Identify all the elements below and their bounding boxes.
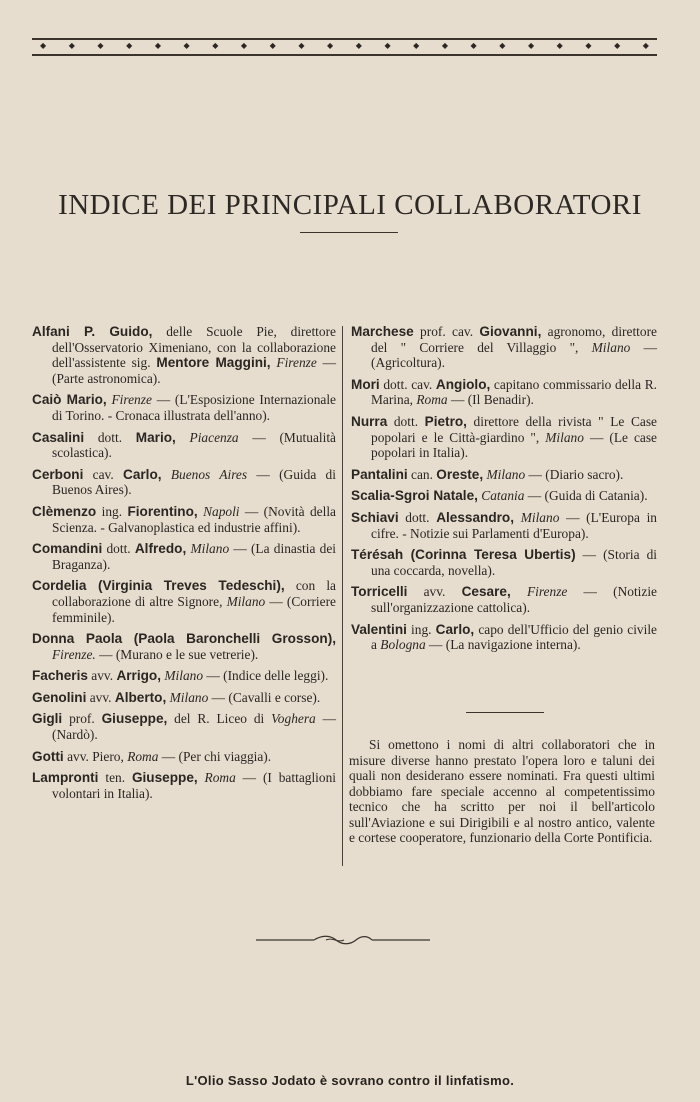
entry-text: — (La navigazione interna). [425, 637, 581, 653]
contributor-name: Genolini [32, 689, 87, 705]
city-name: Piacenza [189, 429, 239, 445]
contributor-name: Pantalini [351, 466, 408, 482]
contributor-name: Cerboni [32, 466, 84, 482]
entry-text: — (Le case popolari in Italia). [371, 429, 657, 461]
entry-text: dott. [398, 509, 437, 525]
city-name: Milano [226, 593, 266, 609]
contributor-name: Giuseppe, [101, 711, 168, 727]
contributor-name: Oreste, [436, 466, 484, 482]
entry-text [198, 770, 205, 785]
entry-text [514, 510, 521, 525]
index-entry [32, 631, 336, 662]
index-entry [32, 770, 336, 801]
entry-text: con la collaborazione di altre Signore, [52, 578, 336, 609]
contributor-name: Arrigo, [116, 668, 161, 684]
ornament-diamond: ◆ [298, 41, 305, 50]
page-title: INDICE DEI PRINCIPALI COLLABORATORI [58, 189, 642, 222]
ornament-diamond: ◆ [470, 41, 477, 50]
entry-text: del R. Liceo di [167, 711, 272, 727]
contributor-name: Giuseppe, [131, 770, 198, 786]
ornament-diamond: ◆ [154, 41, 161, 50]
city-name: Buenos Aires [170, 466, 248, 482]
ornament-diamond: ◆ [212, 41, 219, 50]
entry-text: delle Scuole Pie, direttore dell'Osservatorio Ximeniano, con la collaborazione dell'assistente sig. [52, 324, 336, 371]
city-name: Milano [486, 466, 526, 482]
entry-text: dott. [387, 413, 425, 429]
ornament-dots [32, 42, 657, 50]
ornament-diamond: ◆ [384, 41, 391, 50]
contributor-name: Angiolo, [435, 376, 491, 392]
contributor-name: Alfani P. Guido, [32, 324, 153, 339]
ornament-diamond: ◆ [585, 41, 592, 50]
entry-text: — (Guida di Buenos Aires). [52, 466, 336, 498]
city-name: Firenze [526, 584, 568, 600]
city-name: Milano [545, 429, 584, 445]
ornament-diamond: ◆ [68, 41, 75, 50]
right-column [351, 324, 657, 659]
contributor-name: Cesare, [461, 584, 511, 600]
index-entry [32, 467, 336, 498]
entry-text: dott. cav. [379, 376, 436, 392]
entry-text: — (Murano e le sue vetrerie). [95, 646, 259, 662]
city-name: Firenze. [52, 646, 96, 662]
ornament-diamond: ◆ [327, 41, 334, 50]
entry-text: ing. [96, 503, 128, 519]
contributor-name: Mori [351, 376, 380, 392]
city-name: Bologna [380, 637, 426, 653]
entry-text: dott. [102, 541, 135, 557]
entry-text: — (L'Europa in cifre. - Notizie sui Parlamenti d'Europa). [371, 509, 657, 541]
contributor-name: Clèmenzo [32, 503, 97, 519]
entry-text: — (La dinastia dei Braganza). [52, 541, 337, 572]
index-entry [351, 510, 657, 541]
entry-text: — (Nardò). [52, 711, 336, 743]
ornament-diamond: ◆ [556, 41, 563, 50]
entry-text: — (Cavalli e corse). [208, 689, 321, 705]
index-entry [32, 392, 336, 423]
ornament-diamond: ◆ [240, 41, 248, 50]
entry-text: — (Per chi viaggia). [158, 748, 272, 764]
index-entry [32, 668, 336, 684]
top-ornamental-border [32, 38, 657, 56]
contributor-name: Carlo, [435, 621, 475, 637]
entry-text: cav. [83, 466, 124, 482]
city-name: Milano [520, 509, 560, 525]
city-name: Voghera [271, 711, 316, 727]
contributor-name: Fiorentino, [127, 503, 198, 519]
left-column [32, 324, 336, 807]
column-divider [342, 326, 343, 866]
index-entry [32, 541, 336, 572]
contributor-name: Alfredo, [134, 541, 187, 557]
ornament-diamond: ◆ [642, 41, 649, 50]
entry-text: — (Guida di Catania). [524, 488, 648, 504]
entry-text: — (Il Benadir). [447, 392, 534, 408]
index-entry [351, 377, 657, 408]
contributor-name: Casalini [32, 429, 85, 445]
entry-text: — (Corriere femminile). [52, 593, 336, 625]
entry-text: capo dell'Ufficio del genio civile a [371, 621, 657, 653]
city-name: Catania [481, 488, 525, 504]
contributor-name: Giovanni, [479, 324, 542, 339]
ornament-diamond: ◆ [499, 41, 506, 50]
contributor-name: Gotti [32, 748, 64, 764]
city-name: Milano [591, 339, 631, 355]
entry-text: ing. [406, 621, 436, 637]
city-name: Roma [127, 748, 159, 764]
city-name: Firenze [276, 355, 317, 371]
city-name: Milano [169, 689, 209, 705]
contributor-name: Schiavi [351, 509, 399, 525]
entry-text: can. [407, 466, 437, 482]
ornament-diamond: ◆ [269, 41, 276, 50]
index-entry [351, 488, 657, 504]
entry-text [176, 430, 190, 445]
entry-text: prof. cav. [413, 324, 480, 339]
contributor-name: Nurra [351, 413, 388, 429]
contributor-name: Cordelia (Virginia Treves Tedeschi), [32, 578, 285, 594]
entry-text: — (I battaglioni volontari in Italia). [52, 770, 337, 801]
entry-text: — (Agricoltura). [371, 339, 657, 371]
contributor-name: Mario, [135, 429, 176, 445]
entry-text: — (Mutualità scolastica). [52, 429, 336, 461]
entry-text: capitano commissario della R. Marina, [371, 376, 657, 408]
entry-text: prof. [62, 711, 102, 727]
ornament-diamond: ◆ [355, 41, 362, 50]
contributor-name: Carlo, [123, 466, 162, 482]
entry-text: — (Indice delle leggi). [203, 668, 329, 684]
entry-text: — (Parte astronomica). [52, 355, 336, 386]
city-name: Milano [190, 541, 230, 557]
index-entry [351, 547, 657, 578]
index-entry [351, 467, 657, 483]
index-entry [351, 622, 657, 653]
omission-note: Si omettono i nomi di altri collaboratori che in misure diverse hanno prestato l'opera loro e taluni dei quali non desiderano essere nominati. Fra questi ultimi dobbiamo fare speciale accenno al competentissimo tecnico che ha scritto per noi il bell'articolo sull'Aviazione e sui Dirigibili e al nostro antico, valente e cortese cooperatore, funzionario della Corte Pontificia. [349, 737, 655, 845]
contributor-name: Alessandro, [436, 509, 514, 525]
entry-text: avv. [407, 584, 462, 600]
contributor-name: Pietro, [424, 413, 467, 429]
index-entry [351, 584, 657, 615]
ornament-diamond: ◆ [614, 41, 621, 50]
ornament-diamond: ◆ [413, 41, 420, 50]
contributor-name: Caiò Mario, [32, 392, 107, 408]
city-name: Roma [416, 392, 448, 408]
contributor-name: Lampronti [32, 770, 99, 786]
entry-text: ten. [98, 770, 132, 786]
advertising-footer: L'Olio Sasso Jodato è sovrano contro il linfatismo. [185, 1073, 515, 1088]
contributor-name: Mentore Maggini, [156, 355, 271, 371]
section-rule [466, 712, 544, 713]
ornament-diamond: ◆ [441, 41, 448, 50]
index-entry [32, 430, 336, 461]
city-name: Milano [164, 668, 204, 684]
contributor-name: Valentini [351, 621, 407, 637]
contributor-name: Scalia-Sgroi Natale, [351, 488, 478, 504]
index-entry [32, 324, 336, 386]
index-entry [32, 690, 336, 706]
ornament-diamond: ◆ [183, 41, 190, 50]
contributor-name: Torricelli [351, 584, 408, 600]
contributor-name: Térésah (Corinna Teresa Ubertis) [351, 547, 576, 563]
ornament-diamond: ◆ [40, 41, 47, 50]
city-name: Firenze [111, 392, 152, 408]
entry-text: avv. Piero, [63, 748, 128, 764]
contributor-name: Gigli [32, 711, 63, 727]
index-entry [32, 578, 336, 625]
entry-text: — (L'Esposizione Internazionale di Torino. - Cronaca illustrata dell'anno). [52, 392, 336, 423]
entry-text [162, 467, 171, 482]
entry-text: dott. [84, 429, 136, 445]
index-entry [351, 324, 657, 371]
contributor-name: Donna Paola (Paola Baronchelli Grosson), [32, 631, 336, 647]
city-name: Roma [204, 770, 236, 786]
ornament-diamond: ◆ [97, 41, 104, 50]
entry-text: — (Novità della Scienza. - Galvanoplastica ed industrie affini). [52, 503, 336, 535]
entry-text: agronomo, direttore del " Corriere del Villaggio ", [371, 324, 657, 355]
index-entry [351, 414, 657, 461]
index-entry [32, 504, 336, 535]
ornament-diamond: ◆ [527, 41, 535, 50]
contributor-name: Comandini [32, 541, 103, 557]
city-name: Napoli [203, 503, 240, 519]
index-entry [32, 711, 336, 742]
entry-text: avv. [87, 668, 117, 684]
contributor-name: Alberto, [114, 689, 167, 705]
entry-text: — (Notizie sull'organizzazione cattolica). [371, 584, 657, 615]
contributor-name: Marchese [351, 324, 414, 339]
ornament-diamond: ◆ [126, 41, 133, 50]
decorative-flourish [256, 934, 430, 946]
entry-text [511, 584, 527, 599]
title-underline-rule [300, 232, 398, 233]
entry-text: — (Diario sacro). [525, 466, 624, 482]
entry-text: direttore della rivista " Le Case popolari e le Città-giardino ", [371, 413, 657, 445]
contributor-name: Facheris [32, 668, 88, 684]
index-entry [32, 749, 336, 765]
entry-text: — (Storia di una coccarda, novella). [371, 547, 657, 578]
entry-text: avv. [86, 689, 115, 705]
